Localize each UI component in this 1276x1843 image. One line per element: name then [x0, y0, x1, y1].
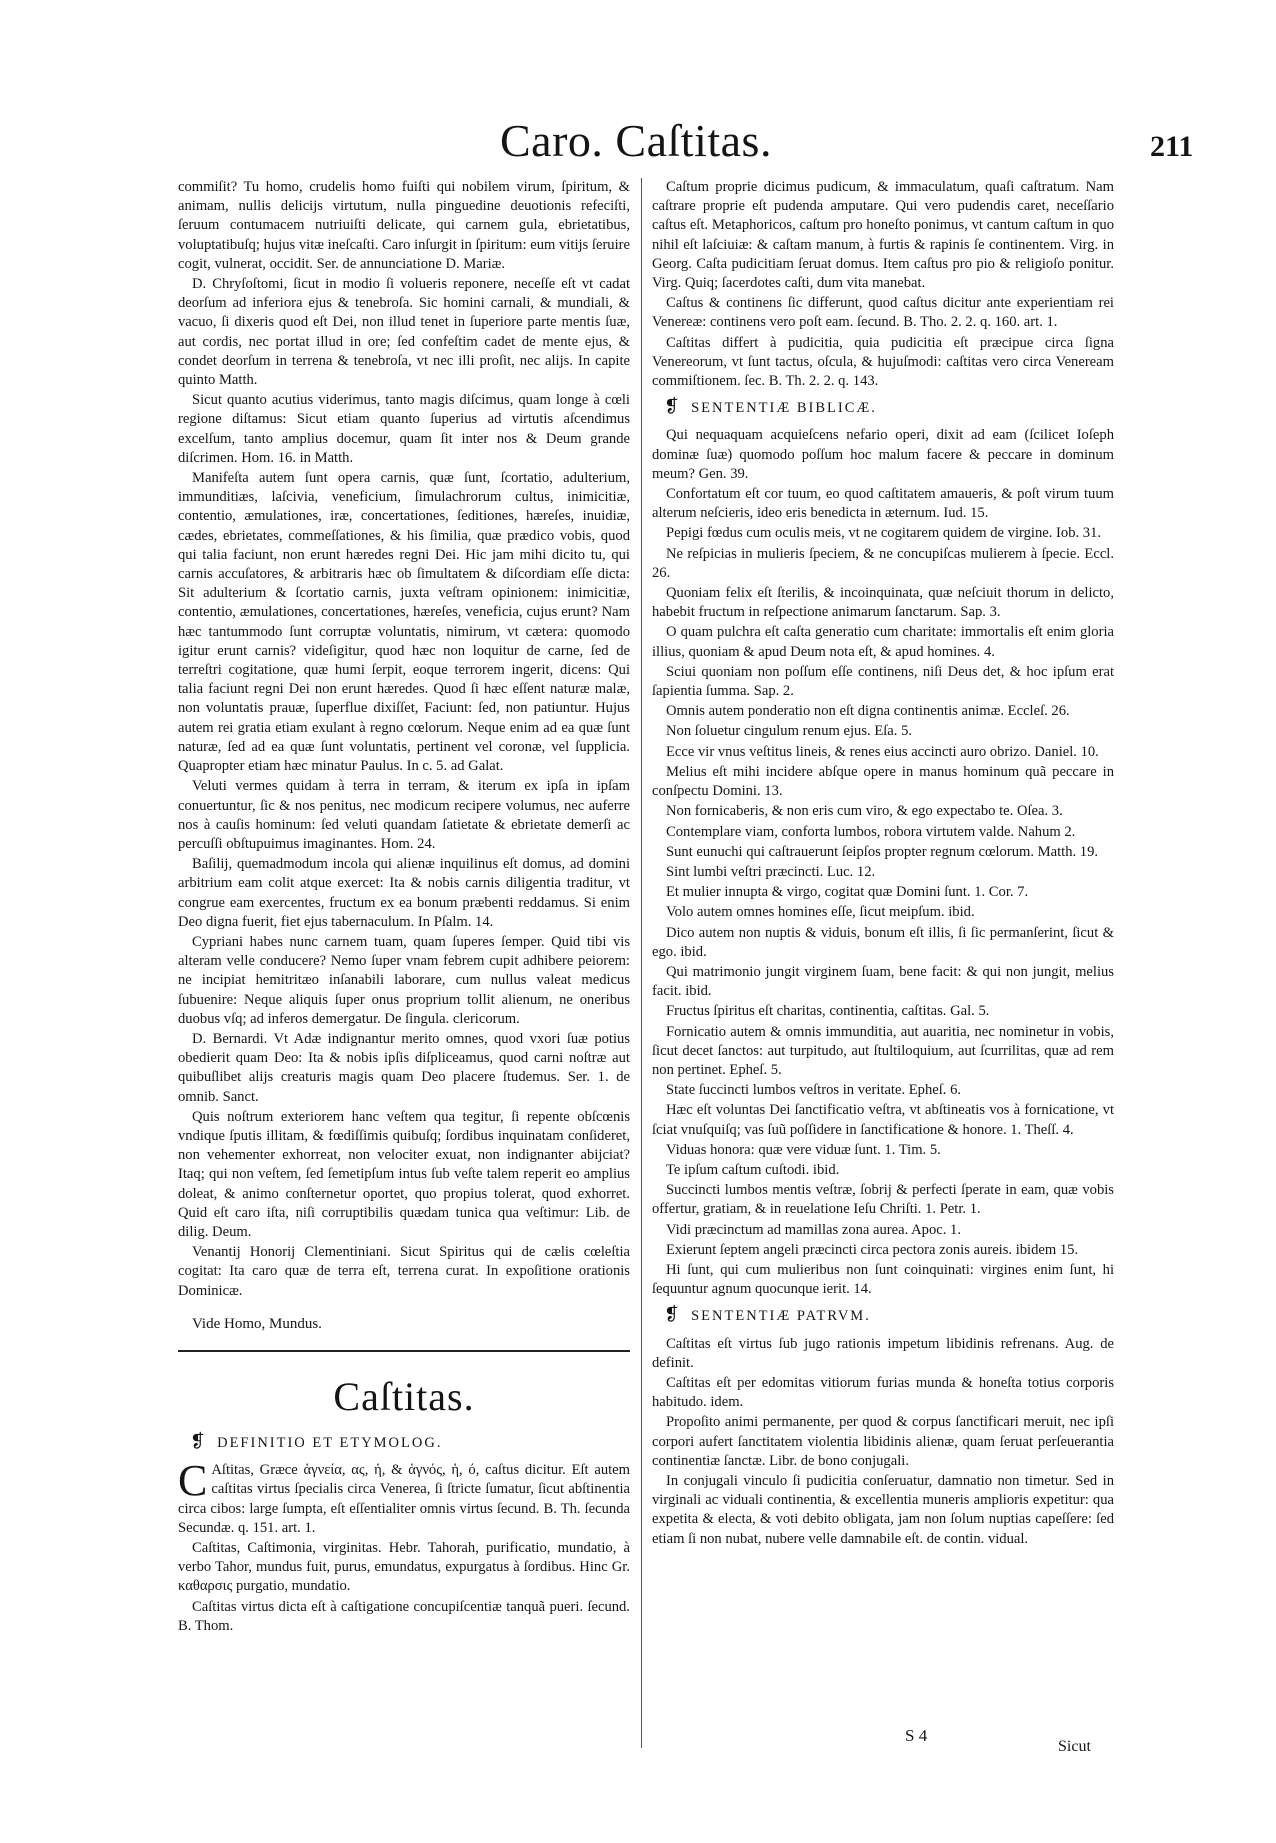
- pilcrow-icon: ❡: [190, 1430, 208, 1451]
- biblical-sentence: Omnis autem ponderatio non eſt digna continentis animæ. Eccleſ. 26.: [666, 703, 1070, 720]
- patristic-sentence: In conjugali vinculo ſi pudicitia conſeruatur, damnatio non timetur. Sed in virginali ac viduali continentia, & excellentia muneris amplioris expetitur: qua expetita & electa, & voti debito obligata, jam non ſolum nuptias capeſſere: ſed etiam ſi non nubat, nubere velle damnabile eſt. de contin. vidual.: [652, 1473, 1114, 1547]
- biblical-sentence: Contemplare viam, conforta lumbos, robora virtutem valde. Nahum 2.: [666, 823, 1076, 840]
- drop-cap-c-icon: C: [178, 1456, 208, 1506]
- biblical-sentence: Ecce vir vnus veſtitus lineis, & renes eius accincti auro obrizo. Daniel. 10.: [666, 743, 1099, 760]
- biblical-sentence: Non ſoluetur cingulum renum ejus. Eſa. 5.: [666, 723, 913, 740]
- biblical-sentence: Melius eſt mihi incidere abſque opere in manus hominum quã peccare in conſpectu Domini. 13.: [652, 763, 1114, 800]
- biblical-sentence: Non fornicaberis, & non eris cum viro, & ego expectabo te. Oſea. 3.: [666, 803, 1063, 820]
- biblical-sentence: Qui matrimonio jungit virginem ſuam, bene facit: & qui non jungit, melius facit. ibid.: [652, 963, 1114, 1000]
- biblical-sentence: Hæc eſt voluntas Dei ſanctificatio veſtra, vt abſtineatis vos à fornicatione, vt ſciat vnuſquiſq; vas ſuũ poſſidere in ſanctificatione & honore. 1. Theſſ. 4.: [652, 1102, 1114, 1138]
- biblical-sentence: Vidi præcinctum ad mamillas zona aurea. Apoc. 1.: [666, 1221, 961, 1238]
- paragraph: commiſit? Tu homo, crudelis homo fuiſti qui nobilem virum, ſpiritum, & animam, nullis delicijs virtutum, nulla pinguedine deuotionis refeciſti, ſeruum contumacem nutriuiſti delicate, qui carnem gula, ebrietatibus, voluptatibuſq; hujus vitæ ineſcaſti. Caro inſurgit in ſpiritum: eum vitijs ſeruire cogit, vulnerat, occidit. Ser. de annunciatione D. Mariæ.: [178, 179, 630, 272]
- definition-paragraph: Caſtitas virtus dicta eſt à caſtigatione concupiſcentiæ tanquã pueri. ſecund. B. Thom.: [178, 1598, 630, 1634]
- paragraph: Veluti vermes quidam à terra in terram, & iterum ex ipſa in ipſam conuertuntur, ſic & nos penitus, nec modicum recipere volumus, nec auferre nos à cauſis hominum: ſed veluti quandam ſatietate & ebrietate demerſi ac percuſſi obſtupuimus imaginantes. Hom. 24.: [178, 778, 630, 852]
- section-title: Caſtitas.: [333, 1373, 475, 1419]
- paragraph: Caſtitas differt à pudicitia, quia pudicitia eſt præcipue circa ſigna Venereorum, vt ſunt tactus, oſcula, & hujuſmodi: caſtitas vero circa Veneream commiſtionem. ſec. B. Th. 2. 2. q. 143.: [652, 334, 1114, 390]
- patristic-sentence: Caſtitas eſt virtus ſub jugo rationis impetum libidinis refrenans. Aug. de definit.: [652, 1335, 1114, 1371]
- biblical-sentence: Fructus ſpiritus eſt charitas, continentia, caſtitas. Gal. 5.: [666, 1003, 990, 1020]
- running-head: Caro. Caſtitas.: [500, 115, 772, 166]
- page-number: 211: [1150, 130, 1194, 163]
- biblical-sentence: State ſuccincti lumbos veſtros in veritate. Epheſ. 6.: [666, 1082, 962, 1099]
- biblical-sentence: Qui nequaquam acquieſcens nefario operi, dixit ad eam (ſcilicet Ioſeph dominæ ſuæ) quomodo poſſum hoc malum facere & peccare in dominum meum? Gen. 39.: [652, 427, 1114, 482]
- pilcrow-icon: ❡: [664, 1304, 682, 1325]
- biblical-sentence: Pepigi fœdus cum oculis meis, vt ne cogitarem quidem de virgine. Iob. 31.: [666, 525, 1102, 542]
- section-divider: [178, 1350, 630, 1352]
- subheading-definitio: [190, 1432, 630, 1453]
- left-column: [178, 178, 630, 1758]
- paragraph: D. Bernardi. Vt Adæ indignantur merito omnes, quod vxori ſuæ potius obedierit quam Deo: Ita & nobis ipſis diſpliceamus, quod carni noſtræ aut quibuſlibet alijs creaturis magis quam Deo placere ſtudemus. Ser. 1. de omnib. Sanct.: [178, 1030, 630, 1105]
- paragraph: Cypriani habes nunc carnem tuam, quam ſuperes ſemper. Quid tibi vis alteram velle conducere? Nemo ſuper vnam febrem cupit adhibere peiorem: ne incipiat hemitritæo inſanabili laborare, cum nullus valeat medicus ſubuenire: Neque aliquis ſuper onus proprium tollit alienum, ne oneribus duobus vſq; ad inferos demergatur. De ſingula. clericorum.: [178, 933, 630, 1027]
- paragraph: Venantij Honorij Clementiniani. Sicut Spiritus qui de cælis cœleſtia cogitat: Ita caro quæ de terra eſt, terrena curat. In expoſitione orationis Dominicæ.: [178, 1244, 630, 1299]
- biblical-sentence: Quoniam felix eſt ſterilis, & incoinquinata, quæ neſciuit thorum in delicto, habebit fructum in reſpectione animarum ſanctarum. Sap. 3.: [652, 585, 1114, 621]
- biblical-sentence: Sciui quoniam non poſſum eſſe continens, niſi Deus det, & hoc ipſum erat ſapientia ſumma. Sap. 2.: [652, 663, 1114, 700]
- pilcrow-icon: ❡: [664, 396, 682, 417]
- subheading-text: SENTENTIÆ PATRVM.: [691, 1308, 871, 1325]
- biblical-sentence: Dico autem non nuptis & viduis, bonum eſt illis, ſi ſic permanſerint, ſicut & ego. ibid.: [652, 924, 1114, 960]
- column-rule: [641, 178, 642, 1748]
- definition-paragraph: Caſtitas, Caſtimonia, virginitas. Hebr. Tahorah, purificatio, mundatio, à verbo Tahor, mundus fuit, purus, emundatus, expurgatus à ſordibus. Hinc Gr. καθαρσις purgatio, mundatio.: [178, 1540, 630, 1595]
- paragraph: Sicut quanto acutius viderimus, tanto magis diſcimus, quam longe à cœli regione diſtamus: Sicut etiam quanto ſuperius ad virtutis aſcendimus excelſum, tanto amplius docemur, quam ſit inter nos & Deum grande diſcrimen. Hom. 16. in Matth.: [178, 392, 630, 466]
- biblical-sentence: Viduas honora: quæ vere viduæ ſunt. 1. Tim. 5.: [666, 1141, 941, 1158]
- paragraph: Caſtum proprie dicimus pudicum, & immaculatum, quaſi caſtratum. Nam caſtrare proprie eſt pudenda amputare. Qui vero pudendis caret, neceſſario caſtus eſt. Metaphoricos, caſtum pro honeſto ponimus, vt cantum caſtum in quo nihil eſt laſciuiæ: & caſtam manum, à furtis & rapinis ſe continentem. Virg. in Georg. Caſta pudicitiam ſeruat domus. Item caſtus pro pio & religioſo ponitur. Virg. Quiq; ſacerdotes caſti, dum vita manebat.: [652, 179, 1114, 292]
- biblical-sentence: Hi ſunt, qui cum mulieribus non ſunt coinquinati: virgines enim ſunt, hi ſequuntur agnum quocunque ierit. 14.: [652, 1261, 1114, 1298]
- paragraph: Baſilij, quemadmodum incola qui alienæ inquilinus eſt domus, ad domini arbitrium eam colit atque exercet: Ita & nobis carnis diligentia traditur, vt congrue eam exercentes, fructum ex ea bonum præbenti reddamus. Si enim Deo digna fuerit, fiet ejus tabernaculum. In Pſalm. 14.: [178, 856, 630, 930]
- biblical-sentence: Sunt eunuchi qui caſtrauerunt ſeipſos propter regnum cœlorum. Matth. 19.: [666, 843, 1099, 860]
- right-column: [652, 178, 1114, 1726]
- biblical-sentence: Volo autem omnes homines eſſe, ſicut meipſum. ibid.: [666, 904, 975, 921]
- biblical-sentence: Et mulier innupta & virgo, cogitat quæ Domini ſunt. 1. Cor. 7.: [666, 884, 1029, 901]
- subheading-patrum: [664, 1305, 1114, 1326]
- definition-text: Aſtitas, Græce ἁγνεία, ας, ἡ, & ἁγνός, ἡ, ό, caſtus dicitur. Eſt autem caſtitas virtus ſpecialis circa Venerea, ſi ſtricte ſumatur, ſicut abſtinentia circa cibos: large ſumpta, eſt eſſentialiter omnis virtus ſecund. B. Th. ſecunda Secundæ. q. 151. art. 1.: [178, 1462, 630, 1536]
- biblical-sentence: Te ipſum caſtum cuſtodi. ibid.: [666, 1161, 840, 1178]
- paragraph: Manifeſta autem ſunt opera carnis, quæ ſunt, ſcortatio, adulterium, immunditiæs, laſcivia, veneficium, ſimulachrorum cultus, inimicitiæ, contentio, æmulationes, iræ, concertationes, ſeditiones, hæreſes, inuidiæ, cædes, ebrietates, commeſſationes, & his ſimilia, quæ prædico vobis, quod qui talia faciunt, non erunt hæredes regni Dei. Hic jam mihi dicito tu, qui carnis accuſatores, & arbitraris hæc ob ſimultatem & diſcordiam eſſe dicta: Sit adulterium & ſcortatio carnis, juxta veſtram opinionem: inimicitiæ, contentio, æmulationes, concertationes, hæreſes, veneficia, cujus erunt? Nam hæc tantummodo ſunt corruptæ voluntatis, nimirum, vt cætera: quomodo igitur erunt carnis? videſigitur, quod hæc non loquitur de carne, ſed de terreſtri cogitatione, quæ humi ſerpit, eoque terrorem ingerit, dicens: Qui talia faciunt regni Dei non erunt hæredes. Quod ſi hæc eſſent naturæ malæ, non voluntatis prauæ, ſuperflue dixiſſet, Faciunt: ſed, non patiuntur. Hujus autem rei gratia etiam exulant à regno cœlorum. Neque enim ad ea quæ ſunt naturæ, ſed ad ea quæ ſunt voluntatis, pertinent vel coronæ, vel ſupplicia. Quapropter etiam hæc minatur Paulus. In c. 5. ad Galat.: [178, 470, 630, 775]
- biblical-sentence: O quam pulchra eſt caſta generatio cum charitate: immortalis eſt enim gloria illius, quoniam & apud Deum nota eſt, & apud homines. 4.: [652, 624, 1114, 660]
- subheading-biblicae: [664, 397, 1114, 418]
- patristic-sentence: Caſtitas eſt per edomitas vitiorum furias munda & honeſta totius corporis habitudo. idem.: [652, 1374, 1114, 1411]
- patristic-sentence: Propoſito animi permanente, per quod & corpus ſanctificari meruit, nec ipſi corpori aufert ſanctitatem violentia libidinis alienæ, quam ſeruat perſeuerantia continentiæ ſanctæ. Libr. de bono conjugali.: [652, 1414, 1114, 1469]
- patristic-sentences: [652, 1335, 1114, 1549]
- definition-paragraph: [178, 1456, 630, 1538]
- biblical-sentence: Fornicatio autem & omnis immunditia, aut auaritia, nec nominetur in vobis, ſicut decet ſanctos: aut turpitudo, aut ſtultiloquium, aut ſcurrilitas, quæ ad rem non pertinet. Epheſ. 5.: [652, 1023, 1114, 1078]
- biblical-sentence: Exierunt ſeptem angeli præcincti circa pectora zonis aureis. ibidem 15.: [666, 1241, 1079, 1258]
- biblical-sentence: Confortatum eſt cor tuum, eo quod caſtitatem amaueris, & poſt virum tuum alterum neſcieris, ideo eris benedicta in æternum. Iud. 15.: [652, 486, 1114, 522]
- biblical-sentence: Succincti lumbos mentis veſtræ, ſobrij & perfecti ſperate in eam, quæ vobis offertur, gratiam, & in reuelatione Ieſu Chriſti. 1. Petr. 1.: [652, 1182, 1114, 1218]
- subheading-text: DEFINITIO ET ETYMOLOG.: [217, 1434, 443, 1451]
- biblical-sentence: Ne reſpicias in mulieris ſpeciem, & ne concupiſcas mulierem à ſpecie. Eccl. 26.: [652, 545, 1114, 581]
- paragraph: Quis noſtrum exteriorem hanc veſtem qua tegitur, ſi repente obſcœnis vndique ſputis illitam, & fœdiſſimis quibuſq; ſordibus inquinatam conſideret, non vehementer exhorreat, non velociter exuat, non indignanter abijciat? Itaq; qui non veſtem, ſed ſemetipſum intus ſub veſte talem reperit eo amplius doleat, & animo conſternetur oportet, quo propius tolerat, quod exhorret. Quid eſt caro iſta, niſi corruptibilis quædam tunica qua veſtimur: Lib. de dilig. Deum.: [178, 1108, 630, 1240]
- paragraph: D. Chryſoſtomi, ſicut in modio ſi volueris reponere, neceſſe eſt vt cadat deorſum ad inferiora ejus & tenebroſa. Sic homini carnali, & mundiali, & vacuo, ſi dixeris quod eſt Dei, non illud tenet in ſuperiore parte mentis ſuæ, aut cordis, nec portat illud in ore; ſed confeſtim cadet de mente ejus, & condet deorſum in terrena & tenebroſa, vt nec illi proſit, nec alijs. In capite quinto Matth.: [178, 276, 630, 389]
- subheading-text: SENTENTIÆ BIBLICÆ.: [691, 400, 877, 417]
- signature-mark: S 4: [905, 1726, 928, 1745]
- cross-reference: Vide Homo, Mundus.: [192, 1315, 322, 1332]
- biblical-sentence: Sint lumbi veſtri præcincti. Luc. 12.: [666, 863, 876, 880]
- catchword: Sicut: [1058, 1738, 1091, 1755]
- paragraph: Caſtus & continens ſic differunt, quod caſtus dicitur ante experientiam rei Venereæ: continens vero poſt eam. ſecund. B. Tho. 2. 2. q. 160. art. 1.: [652, 295, 1114, 331]
- biblical-sentences: [652, 426, 1114, 1299]
